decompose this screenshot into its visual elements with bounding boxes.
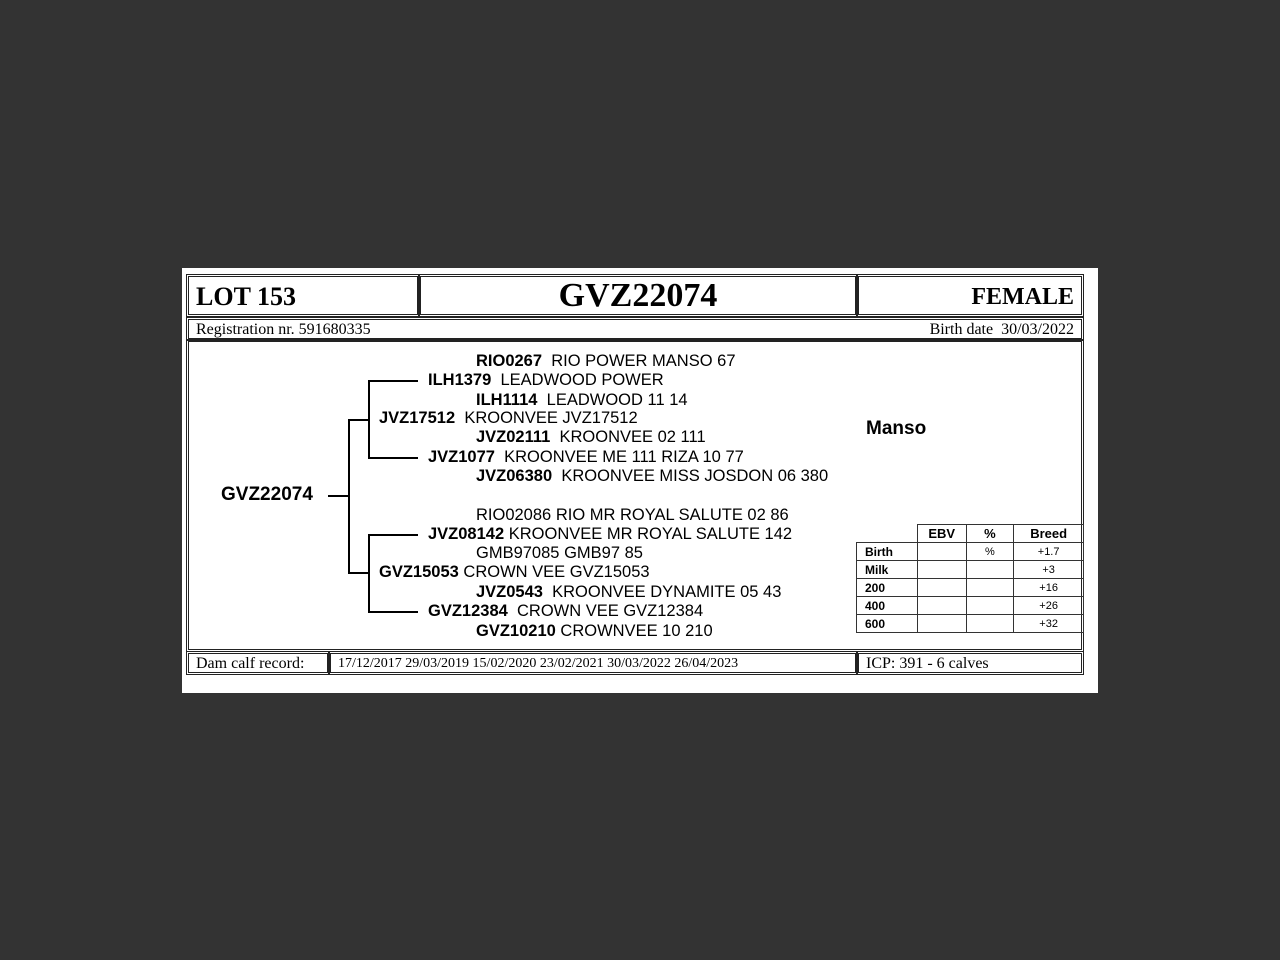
dam-vertical [368,534,370,612]
dam-calf-label-box [186,651,330,675]
breed-value: +1.7 [1014,543,1084,561]
ebv-value [917,561,966,579]
breed-value: +16 [1014,579,1084,597]
ebv-header-row [857,525,1084,543]
ebv-row-birth [857,543,1084,561]
birth-date: 30/03/2022 [1001,321,1074,338]
trait-label: Milk [857,561,918,579]
pedigree-sire-dam: JVZ1077 KROONVEE ME 111 RIZA 10 77 [428,448,744,466]
lot-box [186,274,420,317]
main-vertical [348,419,350,574]
trait-label: 400 [857,597,918,615]
pct-value [966,561,1014,579]
ebv-row-milk [857,561,1084,579]
pct-value [966,597,1014,615]
pedigree-dam-dam-dam: GVZ10210 CROWNVEE 10 210 [476,622,713,640]
pct-value: % [966,543,1014,561]
animal-id-title: GVZ22074 [558,277,718,314]
breed-value: +3 [1014,561,1084,579]
pct-value [966,579,1014,597]
registration-row [186,317,1084,341]
ebv-value [917,579,966,597]
calf-dates: 17/12/2017 29/03/2019 15/02/2020 23/02/2021 30/03/2022 26/04/2023 [338,656,739,671]
ebv-row-400 [857,597,1084,615]
subject-connector [328,495,348,497]
pedigree-dam-dam-sire: JVZ0543 KROONVEE DYNAMITE 05 43 [476,583,782,601]
registration-info [196,321,371,339]
pedigree-sire-dam-dam: JVZ06380 KROONVEE MISS JOSDON 06 380 [476,467,829,485]
icp-summary: ICP: 391 - 6 calves [866,655,989,672]
sire-line-name: Manso [866,418,927,439]
dam-calf-label: Dam calf record: [196,655,305,672]
birth-date-label: Birth date [929,321,994,338]
ebv-corner-cell [857,525,918,543]
ebv-row-200 [857,579,1084,597]
lot-number: LOT 153 [196,282,296,311]
icp-box [856,651,1084,675]
pedigree-sire-sire-dam: ILH1114 LEADWOOD 11 14 [476,391,688,409]
breed-header: Breed [1014,525,1084,543]
ebv-table [856,524,1084,633]
sex-box [856,274,1084,317]
ebv-header: EBV [917,525,966,543]
sire-tick [348,419,368,421]
lot-card [182,268,1098,693]
dam-tick [348,572,368,574]
sire-dam-tick [368,457,418,459]
pct-header: % [966,525,1014,543]
pedigree-sire-dam-sire: JVZ02111 KROONVEE 02 111 [476,428,706,446]
sire-sire-tick [368,380,418,382]
registration-number: 591680335 [298,321,371,338]
pedigree-sire-sire-sire: RIO0267 RIO POWER MANSO 67 [476,352,736,370]
pedigree-subject: GVZ22074 [221,484,313,505]
breed-value: +26 [1014,597,1084,615]
trait-label: Birth [857,543,918,561]
pedigree-sire: JVZ17512 KROONVEE JVZ17512 [379,409,638,427]
dam-sire-tick [368,534,418,536]
birth-info [930,321,1074,339]
animal-id-box [418,274,858,317]
registration-label: Registration nr. [196,321,295,338]
pedigree-dam-sire-dam: GMB97085 GMB97 85 [476,544,643,562]
pedigree-dam-sire: JVZ08142 KROONVEE MR ROYAL SALUTE 142 [428,525,793,543]
trait-label: 200 [857,579,918,597]
trait-label: 600 [857,615,918,633]
pedigree-sire-sire: ILH1379 LEADWOOD POWER [428,371,664,389]
ebv-value [917,615,966,633]
pct-value [966,615,1014,633]
ebv-value [917,597,966,615]
sex-label: FEMALE [971,284,1074,310]
breed-value: +32 [1014,615,1084,633]
dam-dam-tick [368,611,418,613]
ebv-value [917,543,966,561]
calf-dates-box [328,651,858,675]
pedigree-dam: GVZ15053 CROWN VEE GVZ15053 [379,563,650,581]
pedigree-dam-sire-sire: RIO02086 RIO MR ROYAL SALUTE 02 86 [476,506,789,524]
ebv-row-600 [857,615,1084,633]
pedigree-dam-dam: GVZ12384 CROWN VEE GVZ12384 [428,602,704,620]
sire-vertical [368,380,370,458]
